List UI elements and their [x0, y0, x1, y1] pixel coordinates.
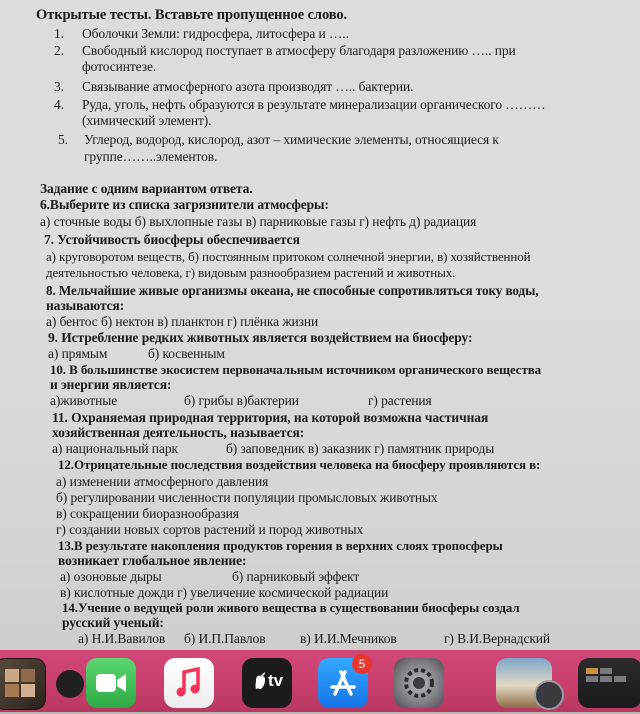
q9-option-b: б) косвенным — [148, 346, 225, 361]
q6-question: 6.Выберите из списка загрязнители атмосферы: — [40, 197, 329, 212]
q11-question-cont: хозяйственная деятельность, называется: — [52, 425, 305, 440]
open-test-1-num: 1. — [54, 26, 64, 41]
system-preferences-icon[interactable] — [394, 658, 444, 708]
q11-option-b: б) заповедник в) заказник г) памятник природы — [226, 441, 495, 456]
q12-option-c: в) сокращении биоразнообразия — [56, 506, 239, 521]
q12-option-d: г) создании новых сортов растений и пород животных — [56, 522, 364, 537]
q10-option-d: г) растения — [368, 393, 432, 408]
single-answer-title: Задание с одним вариантом ответа. — [40, 181, 253, 196]
q14-option-c: в) И.И.Мечников — [300, 631, 397, 646]
q7-question: 7. Устойчивость биосферы обеспечивается — [44, 232, 300, 247]
q14-option-d: г) В.И.Вернадский — [444, 631, 551, 646]
q12-option-a: а) изменении атмосферного давления — [56, 474, 269, 489]
q8-question: 8. Мельчайшие живые организмы океана, не способные сопротивляться току воды, — [46, 283, 539, 298]
music-icon[interactable] — [164, 658, 214, 708]
q6-options: а) сточные воды б) выхлопные газы в) парниковые газы г) нефть д) радиация — [40, 214, 477, 229]
q11-option-a: а) национальный парк — [52, 441, 178, 456]
q9-option-a: а) прямым — [48, 346, 108, 361]
open-test-5-num: 5. — [58, 132, 68, 147]
q14-option-b: б) И.П.Павлов — [184, 631, 266, 646]
q13-option-a: а) озоновые дыры — [60, 569, 162, 584]
q13-option-c: в) кислотные дожди г) увеличение космической радиации — [60, 585, 389, 600]
calendar-icon[interactable] — [578, 658, 640, 708]
open-test-3: Связывание атмосферного азота производят ….. бактерии. — [82, 79, 414, 94]
q13-question-cont: возникает глобальное явление: — [58, 553, 247, 568]
app-store-badge: 5 — [352, 654, 372, 674]
q10-option-a: а)животные — [50, 393, 118, 408]
open-test-4-cont: (химический элемент). — [82, 113, 212, 128]
q7-options-cont: деятельностью человека, г) видовым разнообразием растений и животных. — [46, 265, 456, 280]
open-test-5-cont: группе……..элементов. — [84, 149, 218, 164]
open-test-2: Свободный кислород поступает в атмосферу благодаря разложению ….. при — [82, 43, 516, 58]
q12-option-b: б) регулировании численности популяции промысловых животных — [56, 490, 438, 505]
q12-question: 12.Отрицательные последствия воздействия человека на биосферу проявляются в: — [58, 457, 541, 472]
q10-question-cont: и энергии является: — [50, 377, 172, 392]
q14-option-a: а) Н.И.Вавилов — [78, 631, 166, 646]
open-test-5: Углерод, водород, кислород, азот – химические элементы, относящиеся к — [84, 132, 499, 147]
open-test-1: Оболочки Земли: гидросфера, литосфера и ….. — [82, 26, 349, 41]
q10-option-b: б) грибы в)бактерии — [184, 393, 299, 408]
q9-question: 9. Истребление редких животных является воздействием на биосферу: — [48, 330, 473, 345]
open-test-3-num: 3. — [54, 79, 64, 94]
q14-question-cont: русский ученый: — [62, 615, 164, 630]
open-test-2-cont: фотосинтезе. — [82, 59, 157, 74]
facetime-icon[interactable] — [86, 658, 136, 708]
q13-question: 13.В результате накопления продуктов горения в верхних слоях тропосферы — [58, 538, 503, 553]
open-test-2-num: 2. — [54, 43, 64, 58]
q7-options: а) круговоротом веществ, б) постоянным притоком солнечной энергии, в) хозяйственной — [46, 249, 531, 264]
apple-tv-icon[interactable] — [242, 658, 292, 708]
camera-icon[interactable] — [56, 670, 84, 698]
open-test-4-num: 4. — [54, 97, 64, 112]
photo-booth-icon[interactable] — [0, 658, 46, 710]
q8-options: а) бентос б) нектон в) планктон г) плёнка жизни — [46, 314, 319, 329]
q11-question: 11. Охраняемая природная территория, на которой возможна частичная — [52, 410, 489, 425]
q10-question: 10. В большинстве экосистем первоначальным источником органического вещества — [50, 362, 542, 377]
q13-option-b: б) парниковый эффект — [232, 569, 360, 584]
q14-question: 14.Учение о ведущей роли живого вещества в существовании биосферы создал — [62, 600, 520, 615]
dock — [0, 650, 640, 712]
app-store-icon[interactable] — [318, 658, 368, 708]
magnifier-icon — [534, 680, 564, 710]
open-tests-title: Открытые тесты. Вставьте пропущенное слово. — [36, 7, 348, 23]
q8-question-cont: называются: — [46, 298, 125, 313]
apple-tv-label: tv — [268, 671, 284, 690]
open-test-4: Руда, уголь, нефть образуются в результате минерализации органического ……… — [82, 97, 546, 112]
